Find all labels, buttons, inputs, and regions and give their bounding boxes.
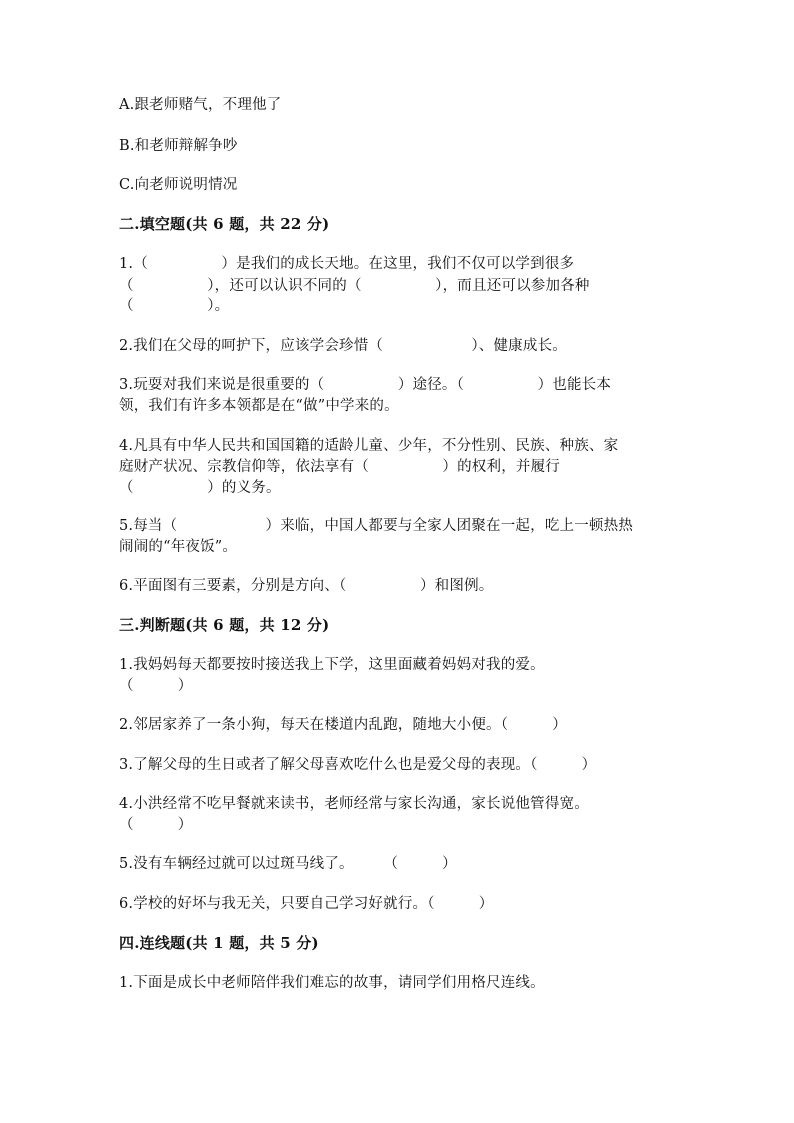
section-4-title: 四.连线题(共 1 题，共 5 分) bbox=[119, 934, 319, 952]
s3-q1-line1: 1.我妈妈每天都要按时接送我上下学，这里面藏着妈妈对我的爱。 bbox=[119, 657, 545, 673]
s3-q2-line1: 2.邻居家养了一条小狗，每天在楼道内乱跑，随地大小便。（ ） bbox=[119, 717, 567, 733]
s2-q1-line2: （ ），还可以认识不同的（ ），而且还可以参加各种 bbox=[119, 278, 590, 294]
s2-q1-line3: （ ）。 bbox=[119, 298, 230, 314]
s2-q5-line2: 闹闹的“年夜饭”。 bbox=[119, 539, 238, 555]
s3-q4-line2: （ ） bbox=[119, 817, 193, 833]
s2-q2-line1: 2.我们在父母的呵护下，应该学会珍惜（ ）、健康成长。 bbox=[119, 338, 567, 354]
s2-q4-line3: （ ）的义务。 bbox=[119, 480, 281, 496]
s2-q4-line1: 4.凡具有中华人民共和国国籍的适龄儿童、少年，不分性别、民族、种族、家 bbox=[119, 438, 619, 454]
s2-q3-line2: 领，我们有许多本领都是在“做”中学来的。 bbox=[119, 398, 399, 414]
s2-q1-line1: 1.（ ）是我们的成长天地。在这里，我们不仅可以学到很多 bbox=[119, 256, 575, 272]
s4-q1-line1: 1.下面是成长中老师陪伴我们难忘的故事，请同学们用格尺连线。 bbox=[119, 975, 545, 991]
option-c: C.向老师说明情况 bbox=[119, 177, 238, 193]
option-b: B.和老师辩解争吵 bbox=[119, 138, 238, 154]
s2-q5-line1: 5.每当（ ）来临，中国人都要与全家人团聚在一起，吃上一顿热热 bbox=[119, 518, 634, 534]
s2-q4-line2: 庭财产状况、宗教信仰等，依法享有（ ）的权利，并履行 bbox=[119, 459, 560, 475]
s3-q4-line1: 4.小洪经常不吃早餐就来读书，老师经常与家长沟通，家长说他管得宽。 bbox=[119, 796, 589, 812]
option-a: A.跟老师赌气，不理他了 bbox=[119, 97, 282, 113]
s3-q1-line2: （ ） bbox=[119, 678, 193, 694]
section-3-title: 三.判断题(共 6 题，共 12 分) bbox=[119, 616, 330, 634]
s2-q3-line1: 3.玩耍对我们来说是很重要的（ ）途径。（ ）也能长本 bbox=[119, 377, 612, 393]
s3-q3-line1: 3.了解父母的生日或者了解父母喜欢吃什么也是爱父母的表现。（ ） bbox=[119, 757, 597, 773]
s3-q6-line1: 6.学校的好坏与我无关，只要自己学习好就行。（ ） bbox=[119, 896, 494, 912]
s2-q6-line1: 6.平面图有三要素，分别是方向、（ ）和图例。 bbox=[119, 578, 494, 594]
s3-q5-line1: 5.没有车辆经过就可以过斑马线了。 （ ） bbox=[119, 856, 457, 872]
section-2-title: 二.填空题(共 6 题，共 22 分) bbox=[119, 215, 330, 233]
